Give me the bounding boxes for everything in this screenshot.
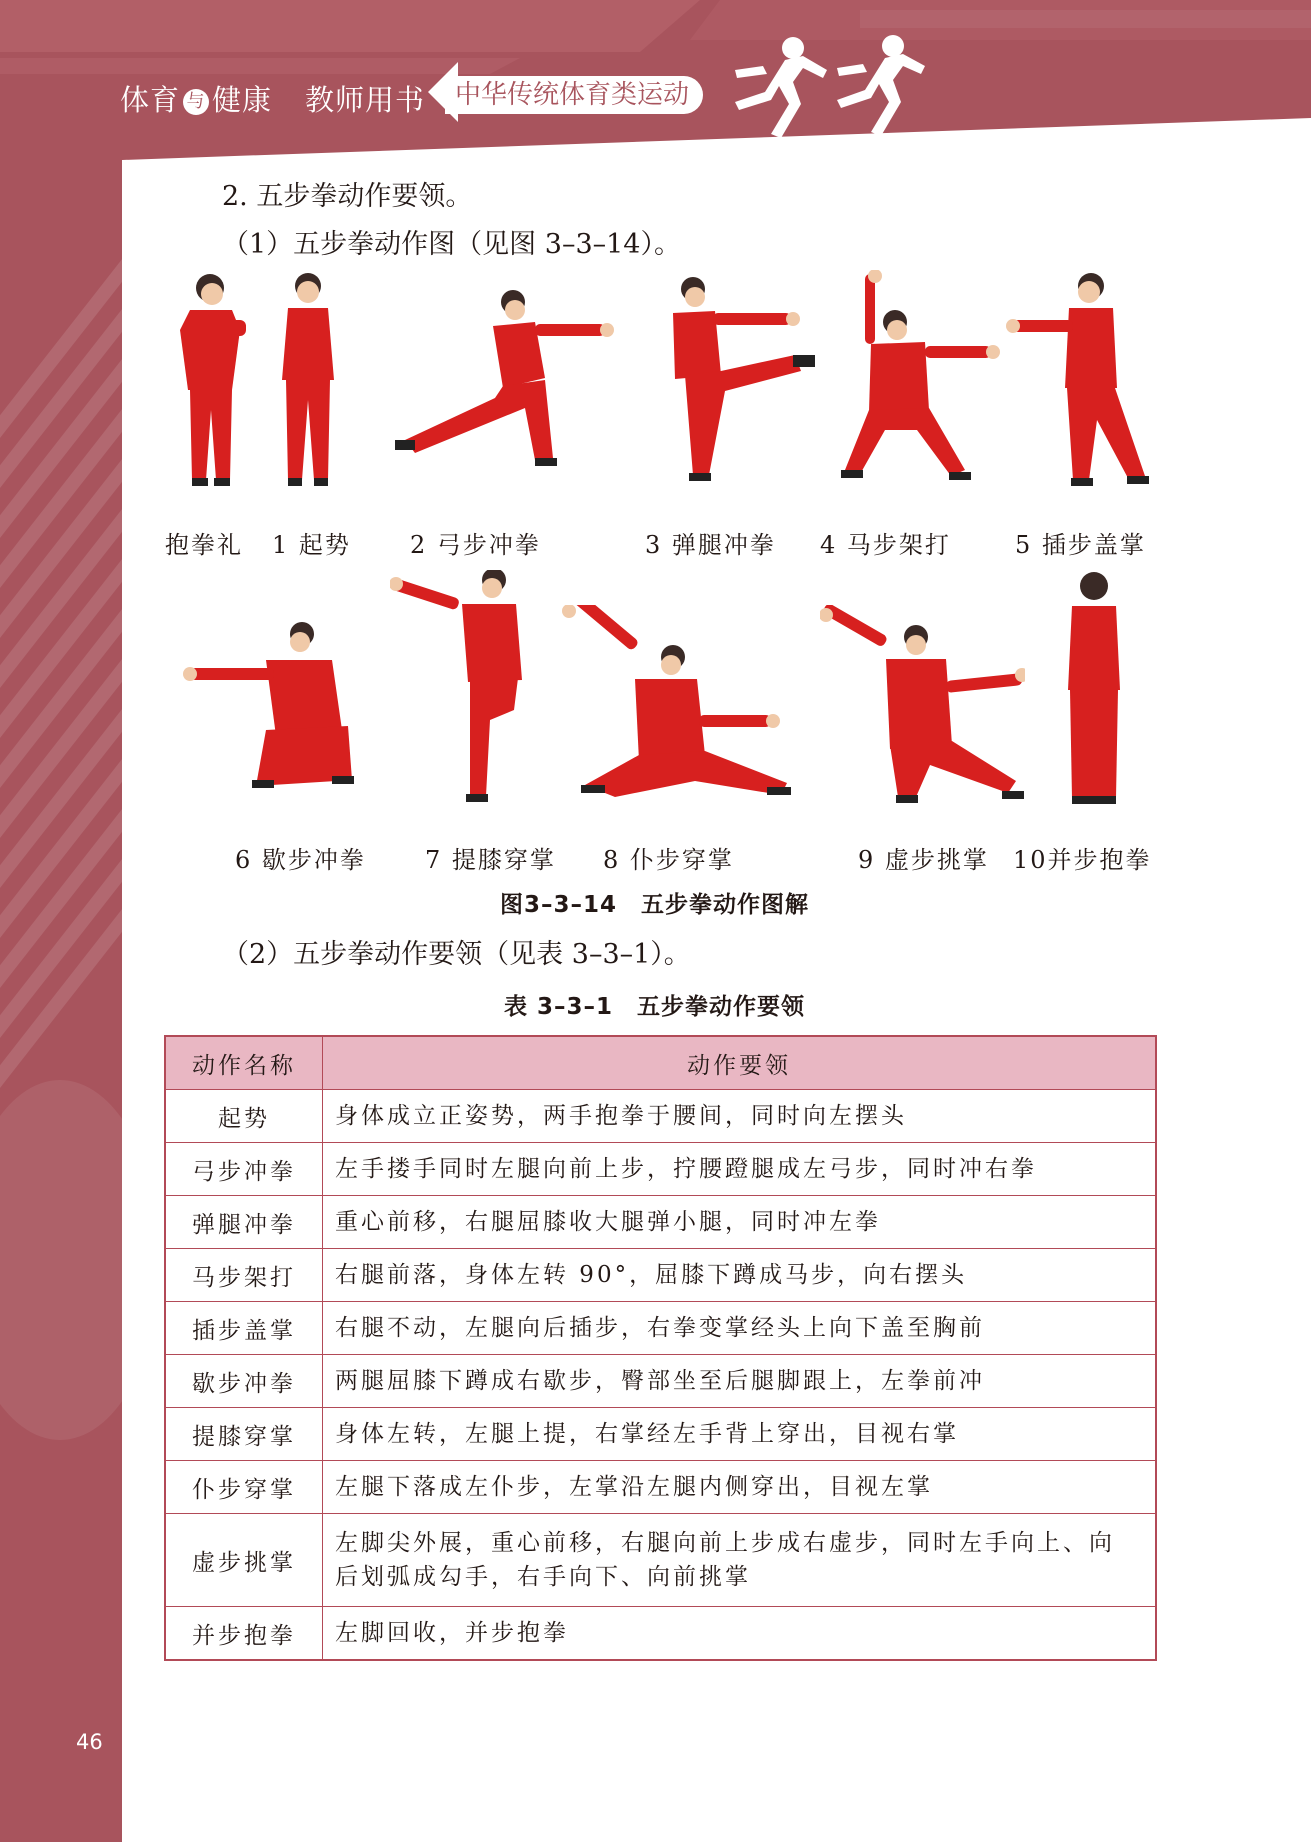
figure-xiebu-chongquan [182,620,367,795]
row-name: 马步架打 [165,1249,323,1302]
figure-xubu-tiaozhang [820,605,1025,805]
caption-row1: 2 弓步冲拳 [410,531,541,559]
caption-row2: 8 仆步穿掌 [603,846,734,874]
row-name: 仆步穿掌 [165,1461,323,1514]
figure-bingbu-baoquan [1060,570,1130,805]
row-key: 身体左转，左腿上提，右掌经左手背上穿出，目视右掌 [323,1408,1157,1461]
table-row [165,1196,1156,1249]
figure-pubu-chuanzhang [555,605,795,805]
left-decorative-band [0,0,122,1842]
caption-row1: 4 马步架打 [820,531,951,559]
row-key: 右腿前落，身体左转 90°，屈膝下蹲成马步，向右摆头 [323,1249,1157,1302]
figure-gongbu-chongquan [385,288,615,473]
section-heading: 2. 五步拳动作要领。 [222,181,473,212]
row-key: 右腿不动，左腿向后插步，右拳变掌经头上向下盖至胸前 [323,1302,1157,1355]
caption-row2: 9 虚步挑掌 [858,846,989,874]
table-row [165,1143,1156,1196]
row-key: 两腿屈膝下蹲成右歇步，臀部坐至后腿脚跟上，左拳前冲 [323,1355,1157,1408]
table-header-row [165,1036,1156,1090]
row-key-line1: 左脚尖外展，重心前移，右腿向前上步成右虚步，同时左手向上、向 [335,1530,1115,1556]
row-name: 弓步冲拳 [165,1143,323,1196]
row-name: 并步抱拳 [165,1607,323,1661]
caption-row1: 1 起势 [272,531,351,559]
row-key-line2: 后划弧成勾手，右手向下、向前挑掌 [335,1564,751,1590]
book-title: 体育 与 健康 [120,83,273,117]
caption-row1: 5 插步盖掌 [1015,531,1146,559]
row-name: 歇步冲拳 [165,1355,323,1408]
figure-title: 图3–3–14 五步拳动作图解 [500,892,810,918]
figure-chabu-gaizhang [1005,270,1150,495]
row-key: 左脚回收，并步抱拳 [323,1607,1157,1661]
table-title: 表 3–3–1 五步拳动作要领 [504,994,806,1020]
row-name: 起势 [165,1090,323,1143]
row-key [323,1514,1157,1607]
chapter-tag: 中华传统体育类运动 [445,76,703,114]
row-name: 虚步挑掌 [165,1514,323,1607]
steps-table [164,1035,1157,1661]
row-name: 提膝穿掌 [165,1408,323,1461]
table-row [165,1607,1156,1661]
table-row [165,1090,1156,1143]
edition-label: 教师用书 [305,83,426,117]
caption-row2: 7 提膝穿掌 [425,846,556,874]
table-row [165,1355,1156,1408]
table-row [165,1461,1156,1514]
row-key: 身体成立正姿势，两手抱拳于腰间，同时向左摆头 [323,1090,1157,1143]
row-key: 左腿下落成左仆步，左掌沿左腿内侧穿出，目视左掌 [323,1461,1157,1514]
table-row [165,1514,1156,1607]
page-header [0,0,1311,160]
caption-row2: 10并步抱拳 [1013,846,1152,874]
row-name: 插步盖掌 [165,1302,323,1355]
table-row [165,1302,1156,1355]
caption-row2: 6 歇步冲拳 [235,846,366,874]
figure-baoquanli [170,270,260,495]
figure-mabu-jiada [825,270,1005,490]
figure-tantui-chongquan [645,275,820,490]
row-name: 弹腿冲拳 [165,1196,323,1249]
book-title-amp: 与 [183,89,209,115]
figure-tixi-chuanzhang [390,570,540,805]
subsection-table-ref: （2）五步拳动作要领（见表 3–3–1）。 [222,939,691,970]
table-header-key: 动作要领 [323,1036,1157,1090]
caption-row1: 3 弹腿冲拳 [645,531,776,559]
row-key: 重心前移，右腿屈膝收大腿弹小腿，同时冲左拳 [323,1196,1157,1249]
table-header-name: 动作名称 [165,1036,323,1090]
page-number: 46 [76,1730,103,1754]
table-row [165,1408,1156,1461]
caption-row1: 抱拳礼 [165,531,243,559]
row-key: 左手搂手同时左腿向前上步，拧腰蹬腿成左弓步，同时冲右拳 [323,1143,1157,1196]
table-row [165,1249,1156,1302]
figure-qishi [272,270,342,495]
subsection-figure-ref: （1）五步拳动作图（见图 3–3–14）。 [222,229,681,260]
runners-icon [705,30,925,140]
